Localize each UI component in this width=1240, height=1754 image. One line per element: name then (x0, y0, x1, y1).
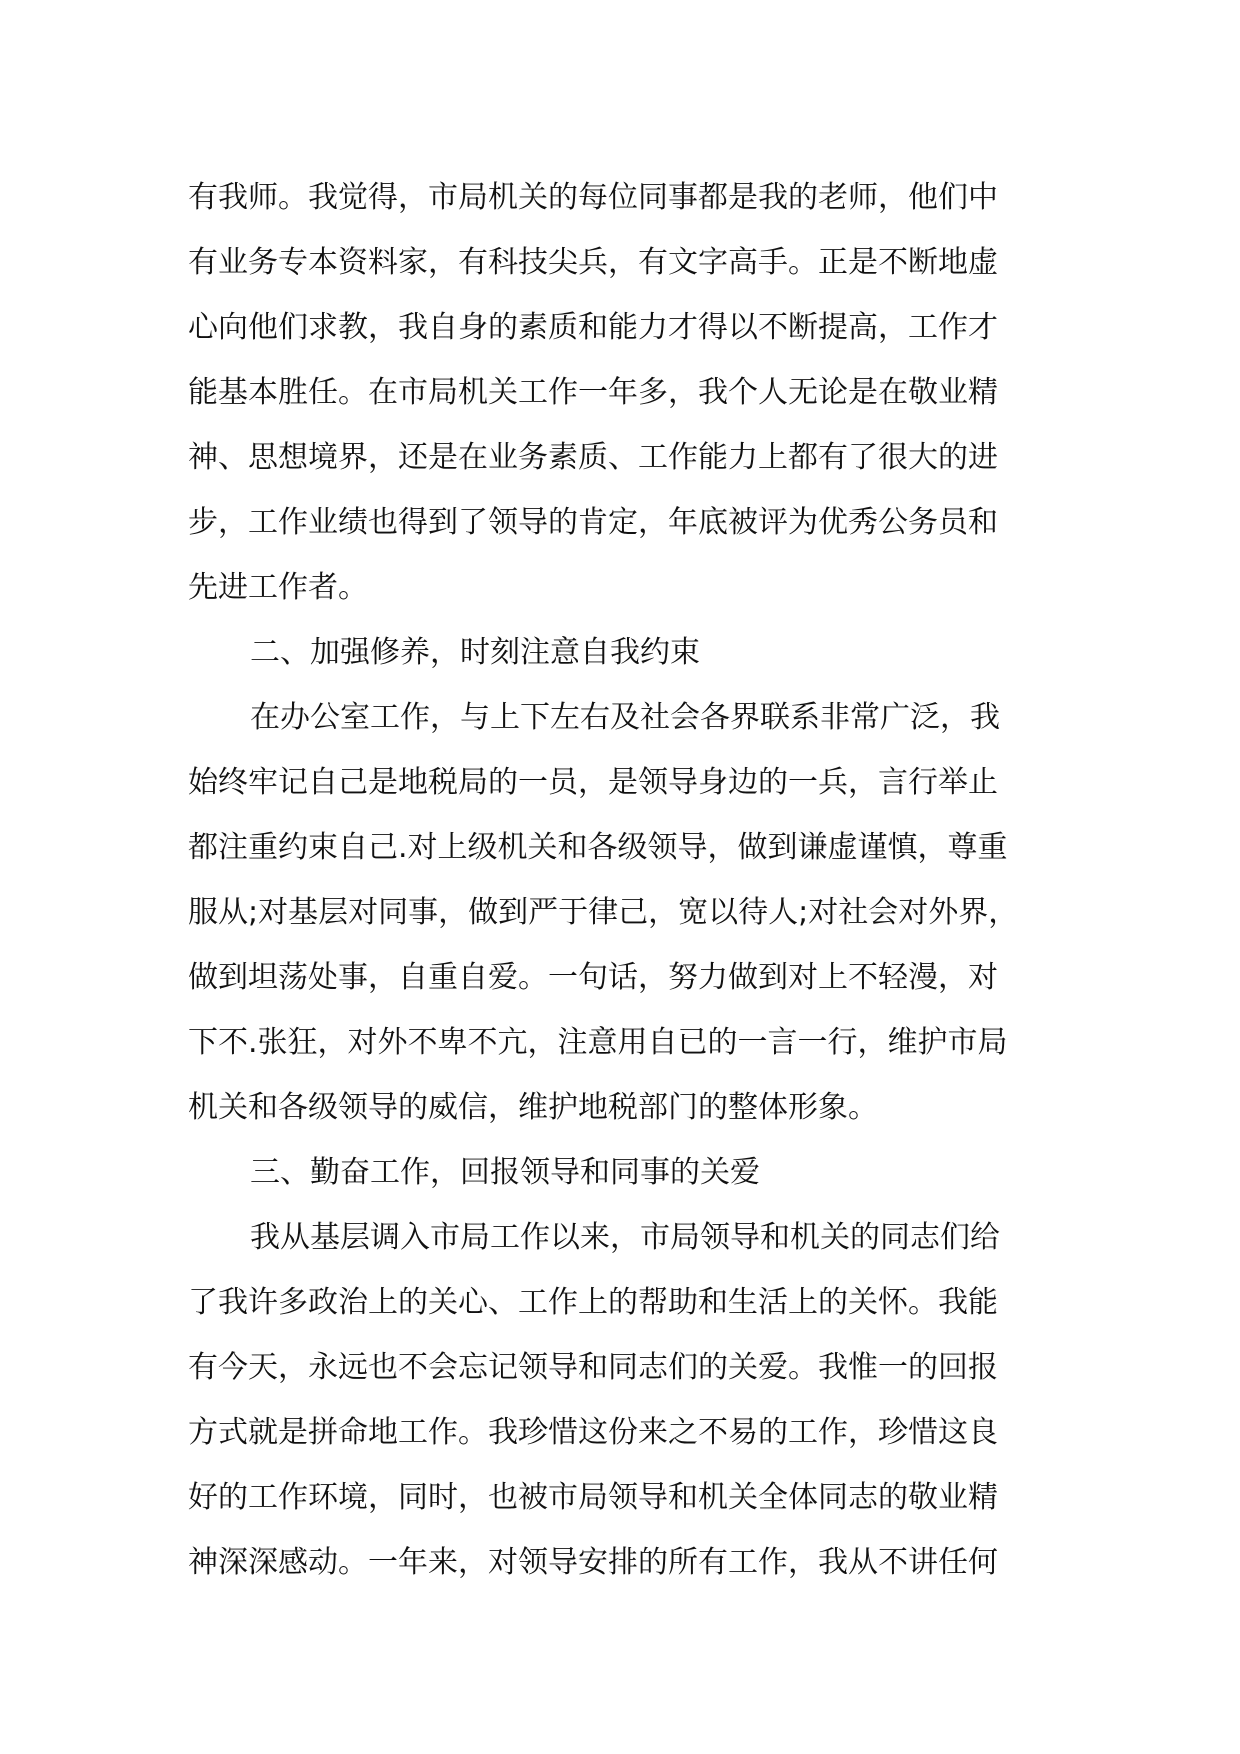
paragraph-3 (188, 1205, 1058, 1595)
text-line: 步，工作业绩也得到了领导的肯定，年底被评为优秀公务员和 (188, 505, 998, 540)
text-line: 始终牢记自己是地税局的一员，是领导身边的一兵，言行举止 (188, 765, 998, 800)
text-line: 心向他们求教，我自身的素质和能力才得以不断提高，工作才 (188, 310, 998, 345)
text-line: 服从;对基层对同事，做到严于律己，宽以待人;对社会对外界， (188, 895, 1019, 930)
section-heading-2 (188, 620, 1058, 685)
text-line: 我从基层调入市局工作以来，市局领导和机关的同志们给 (250, 1220, 1000, 1255)
text-line: 先进工作者。 (188, 570, 368, 605)
text-line: 机关和各级领导的威信，维护地税部门的整体形象。 (188, 1090, 878, 1125)
heading-line: 二、加强修养，时刻注意自我约束 (250, 635, 700, 670)
text-line: 好的工作环境，同时，也被市局领导和机关全体同志的敬业精 (188, 1480, 998, 1515)
document-body (188, 165, 1058, 1595)
text-line: 神深深感动。一年来，对领导安排的所有工作，我从不讲任何 (188, 1545, 998, 1580)
paragraph-1 (188, 165, 1058, 620)
paragraph-2 (188, 685, 1058, 1140)
text-line: 有我师。我觉得，市局机关的每位同事都是我的老师，他们中 (188, 180, 998, 215)
text-line: 了我许多政治上的关心、工作上的帮助和生活上的关怀。我能 (188, 1285, 998, 1320)
text-line: 有业务专本资料家，有科技尖兵，有文字高手。正是不断地虚 (188, 245, 998, 280)
section-heading-3 (188, 1140, 1058, 1205)
heading-line: 三、勤奋工作，回报领导和同事的关爱 (250, 1155, 760, 1190)
text-line: 神、思想境界，还是在业务素质、工作能力上都有了很大的进 (188, 440, 998, 475)
text-line: 能基本胜任。在市局机关工作一年多，我个人无论是在敬业精 (188, 375, 998, 410)
text-line: 都注重约束自己.对上级机关和各级领导，做到谦虚谨慎，尊重 (188, 830, 1008, 865)
text-line: 有今天，永远也不会忘记领导和同志们的关爱。我惟一的回报 (188, 1350, 998, 1385)
text-line: 方式就是拼命地工作。我珍惜这份来之不易的工作，珍惜这良 (188, 1415, 998, 1450)
text-line: 下不.张狂，对外不卑不亢，注意用自已的一言一行，维护市局 (188, 1025, 1008, 1060)
text-line: 在办公室工作，与上下左右及社会各界联系非常广泛，我 (250, 700, 1000, 735)
text-line: 做到坦荡处事，自重自爱。一句话，努力做到对上不轻漫，对 (188, 960, 998, 995)
